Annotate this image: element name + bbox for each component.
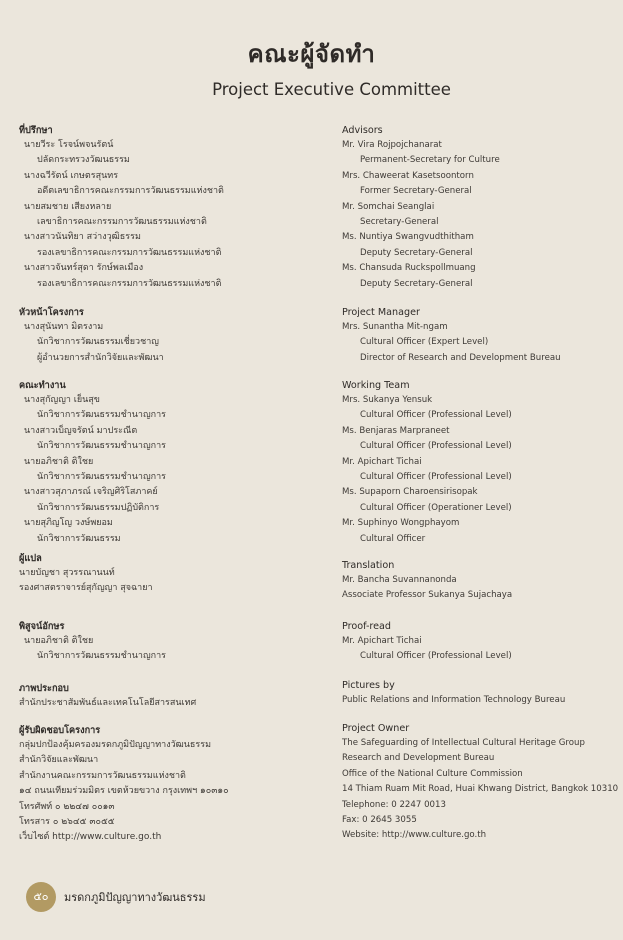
- right-section: [342, 678, 617, 708]
- section-heading: Pictures by: [342, 680, 395, 691]
- credit-line: Director of Research and Development Bureau: [360, 352, 561, 363]
- credit-line: Office of the National Culture Commission: [342, 768, 523, 779]
- credit-line: Associate Professor Sukanya Sujachaya: [342, 590, 513, 601]
- section-heading: พิสูจน์อักษร: [19, 621, 65, 632]
- credit-line: Mrs. Sukanya Yensuk: [342, 395, 433, 405]
- section-heading: Project Manager: [342, 307, 420, 318]
- credit-line: นายบัญชา สุวรรณานนท์: [19, 568, 115, 578]
- credit-line: กลุ่มปกป้องคุ้มครองมรดกภูมิปัญญาทางวัฒนธรรม: [19, 740, 212, 750]
- section-heading: Working Team: [342, 380, 410, 391]
- credit-line: โทรสาร ๐ ๒๖๔๕ ๓๐๕๕: [19, 816, 115, 827]
- left-section: [19, 378, 319, 547]
- credit-line: นักวิชาการวัฒนธรรมชำนาญการ: [37, 651, 166, 662]
- section-heading: คณะทำงาน: [19, 380, 66, 391]
- left-section: [19, 551, 319, 597]
- credit-line: Fax: 0 2645 3055: [342, 814, 417, 825]
- credit-line: Public Relations and Information Technology Bureau: [342, 695, 566, 705]
- right-section: [342, 558, 617, 604]
- credit-line: สำนักงานคณะกรรมการวัฒนธรรมแห่งชาติ: [19, 770, 186, 781]
- credit-line: Deputy Secretary-General: [360, 247, 473, 258]
- page-title-thai: คณะผู้จัดทำ: [247, 40, 376, 68]
- credit-line: นักวิชาการวัฒนธรรมชำนาญการ: [37, 441, 166, 452]
- credit-line: ผู้อำนวยการสำนักวิจัยและพัฒนา: [37, 352, 164, 363]
- credit-line: Research and Development Bureau: [342, 753, 495, 764]
- credit-line: Ms. Chansuda Ruckspollmuang: [342, 263, 476, 274]
- credit-line: นางสาวนันทิยา สว่างวุฒิธรรม: [24, 232, 141, 243]
- left-section: [19, 305, 319, 366]
- credit-line: นักวิชาการวัฒนธรรม: [37, 533, 121, 544]
- page-number-badge: ๕๐: [26, 882, 56, 912]
- section-heading: ที่ปรึกษา: [19, 125, 53, 136]
- section-heading: Translation: [342, 560, 395, 571]
- credit-line: Deputy Secretary-General: [360, 278, 473, 289]
- right-section: [342, 305, 617, 366]
- credit-line: Mr. Apichart Tichai: [342, 636, 422, 646]
- credit-line: เว็บไซต์ http://www.culture.go.th: [19, 832, 162, 843]
- section-heading: Advisors: [342, 125, 383, 136]
- credit-line: Cultural Officer (Professional Level): [360, 441, 512, 452]
- credit-line: เลขาธิการคณะกรรมการวัฒนธรรมแห่งชาติ: [37, 216, 207, 227]
- credit-line: Mrs. Chaweerat Kasetsoontorn: [342, 170, 474, 181]
- credit-line: นักวิชาการวัฒนธรรมเชี่ยวชาญ: [37, 337, 159, 348]
- credit-line: Cultural Officer (Operationer Level): [360, 502, 512, 513]
- credit-line: นายวีระ โรจน์พจนรัตน์: [24, 140, 114, 150]
- page-title-english: Project Executive Committee: [212, 80, 451, 99]
- page-footer: [26, 882, 206, 912]
- section-heading: ภาพประกอบ: [19, 683, 69, 694]
- credit-line: Mr. Somchai Seanglai: [342, 201, 435, 212]
- credit-line: นายสุภิญโญ วงษ์พยอม: [24, 518, 113, 529]
- left-section: [19, 723, 319, 846]
- credit-line: 14 Thiam Ruam Mit Road, Huai Khwang District, Bangkok 10310: [342, 784, 619, 795]
- credit-line: นางสาวเบ็ญจรัตน์ มาประณีต: [24, 425, 138, 436]
- right-section: [342, 721, 617, 844]
- credit-line: Website: http://www.culture.go.th: [342, 830, 487, 841]
- credit-line: อดีตเลขาธิการคณะกรรมการวัฒนธรรมแห่งชาติ: [37, 186, 224, 197]
- credit-line: Mrs. Sunantha Mit-ngam: [342, 322, 448, 332]
- left-section: [19, 619, 319, 665]
- credit-line: Permanent-Secretary for Culture: [360, 155, 500, 166]
- credit-line: นางสุนันทา มิตรงาม: [24, 322, 104, 332]
- credit-line: Ms. Supaporn Charoensirisopak: [342, 487, 478, 498]
- credit-line: ๑๔ ถนนเทียมร่วมมิตร เขตห้วยขวาง กรุงเทพฯ ๑๐๓๑๐: [19, 786, 229, 797]
- right-section: [342, 619, 617, 665]
- credit-line: สำนักวิจัยและพัฒนา: [19, 755, 99, 766]
- credit-line: นายอภิชาติ ติใชย: [24, 456, 94, 467]
- credit-line: นางสุกัญญา เย็นสุข: [24, 395, 100, 405]
- right-section: [342, 123, 617, 292]
- section-heading: ผู้รับผิดชอบโครงการ: [19, 725, 101, 736]
- credit-line: สำนักประชาสัมพันธ์และเทคโนโลยีสารสนเทศ: [19, 698, 197, 708]
- right-section: [342, 378, 617, 547]
- credit-line: โทรศัพท์ ๐ ๒๒๔๗ ๐๐๑๓: [19, 801, 115, 812]
- section-heading: หัวหน้าโครงการ: [19, 307, 84, 318]
- credit-line: Cultural Officer: [360, 533, 426, 544]
- credit-line: Mr. Suphinyo Wongphayom: [342, 518, 460, 529]
- section-heading: Proof-read: [342, 621, 392, 632]
- credit-line: Ms. Nuntiya Swangvudthitham: [342, 232, 474, 243]
- footer-book-title: มรดกภูมิปัญญาทางวัฒนธรรม: [64, 891, 206, 904]
- left-section: [19, 681, 319, 711]
- credit-line: The Safeguarding of Intellectual Cultural Heritage Group: [342, 738, 585, 748]
- credit-line: Mr. Vira Rojpojchanarat: [342, 140, 442, 150]
- credit-line: นายอภิชาติ ติใชย: [24, 636, 94, 646]
- credit-line: Secretary-General: [360, 216, 439, 227]
- credit-line: Former Secretary-General: [360, 186, 472, 197]
- credit-line: Cultural Officer (Professional Level): [360, 471, 512, 482]
- credit-line: นักวิชาการวัฒนธรรมชำนาญการ: [37, 471, 166, 482]
- credit-line: นักวิชาการวัฒนธรรมชำนาญการ: [37, 410, 166, 421]
- credit-line: นางฉวีรัตน์ เกษตรสุนทร: [24, 170, 119, 181]
- left-section: [19, 123, 319, 292]
- credit-line: รองศาสตราจารย์สุกัญญา สุจฉายา: [19, 583, 153, 594]
- credit-line: นางสาวสุภาภรณ์ เจริญศิริโสภาคย์: [24, 487, 158, 498]
- credit-line: ปลัดกระทรวงวัฒนธรรม: [37, 155, 130, 166]
- credit-line: นายสมชาย เสียงหลาย: [24, 201, 112, 212]
- credit-line: Cultural Officer (Professional Level): [360, 651, 512, 662]
- credit-line: นักวิชาการวัฒนธรรมปฏิบัติการ: [37, 502, 160, 513]
- credit-line: Ms. Benjaras Marpraneet: [342, 425, 450, 436]
- section-heading: ผู้แปล: [19, 553, 42, 564]
- credit-line: นางสาวจันทร์สุดา รักษ์พลเมือง: [24, 263, 144, 274]
- credit-line: Cultural Officer (Professional Level): [360, 410, 512, 421]
- credit-line: รองเลขาธิการคณะกรรมการวัฒนธรรมแห่งชาติ: [37, 247, 222, 258]
- credit-line: Mr. Bancha Suvannanonda: [342, 575, 457, 585]
- credit-line: รองเลขาธิการคณะกรรมการวัฒนธรรมแห่งชาติ: [37, 278, 222, 289]
- section-heading: Project Owner: [342, 723, 410, 734]
- credit-line: Telephone: 0 2247 0013: [342, 799, 446, 810]
- credit-line: Mr. Apichart Tichai: [342, 456, 422, 467]
- credit-line: Cultural Officer (Expert Level): [360, 337, 489, 348]
